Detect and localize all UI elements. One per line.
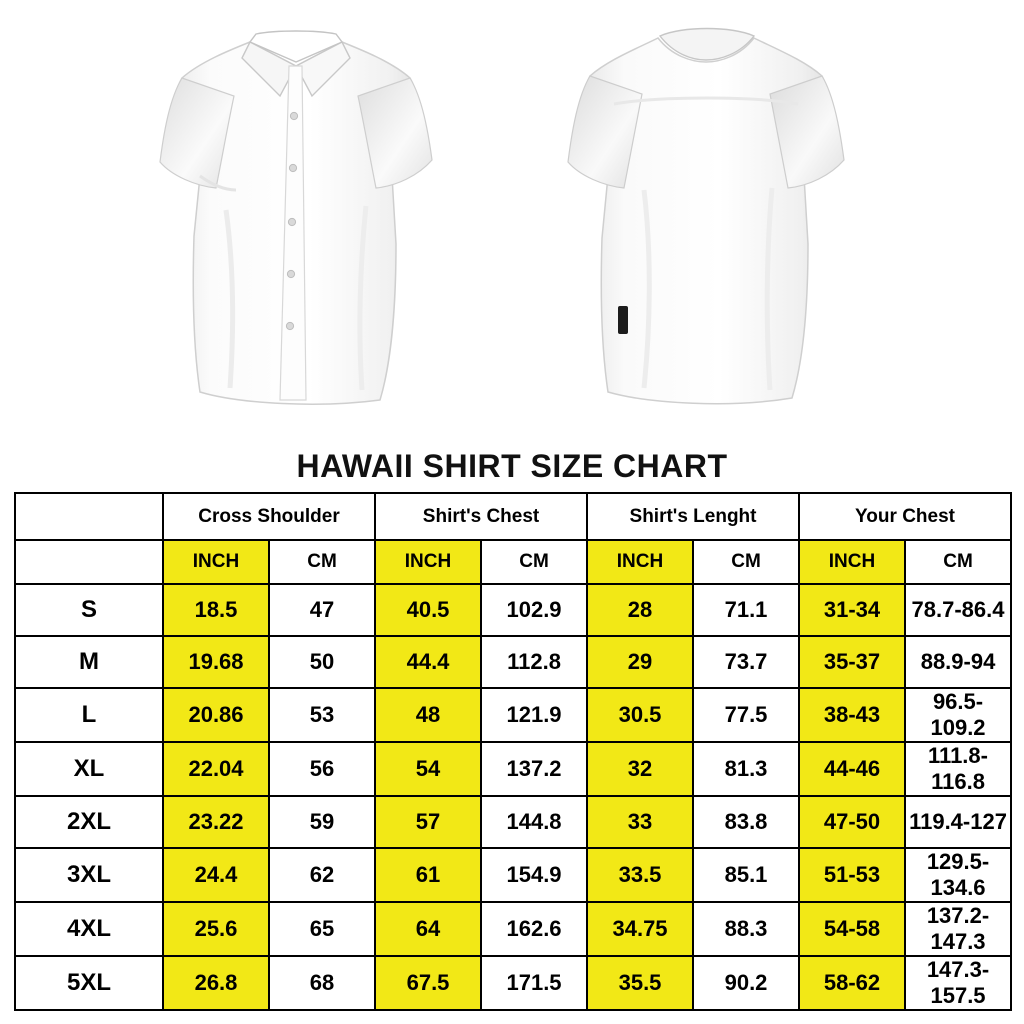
row-size-label: 3XL	[15, 848, 163, 902]
cell-shirt-chest-cm: 102.9	[481, 584, 587, 636]
size-chart-table	[14, 492, 1012, 1011]
cell-your-chest-cm: 111.8-116.8	[905, 742, 1011, 796]
corner-cell	[15, 493, 163, 540]
cell-shirt-chest-cm: 121.9	[481, 688, 587, 742]
row-size-label: L	[15, 688, 163, 742]
cell-shirt-chest-cm: 154.9	[481, 848, 587, 902]
cell-cross-shoulder-cm: 62	[269, 848, 375, 902]
row-size-label: M	[15, 636, 163, 688]
cell-shirt-chest-cm: 162.6	[481, 902, 587, 956]
cell-your-chest-inch: 51-53	[799, 848, 905, 902]
cell-cross-shoulder-cm: 50	[269, 636, 375, 688]
cell-shirt-length-cm: 88.3	[693, 902, 799, 956]
cell-shirt-chest-inch: 64	[375, 902, 481, 956]
cell-shirt-length-inch: 29	[587, 636, 693, 688]
group-header-cross-shoulder: Cross Shoulder	[163, 493, 375, 540]
unit-header-cm-1: CM	[269, 540, 375, 584]
cell-your-chest-inch: 38-43	[799, 688, 905, 742]
cell-your-chest-cm: 78.7-86.4	[905, 584, 1011, 636]
cell-cross-shoulder-inch: 22.04	[163, 742, 269, 796]
cell-shirt-length-cm: 81.3	[693, 742, 799, 796]
cell-shirt-chest-inch: 40.5	[375, 584, 481, 636]
cell-shirt-chest-cm: 144.8	[481, 796, 587, 848]
cell-shirt-length-cm: 90.2	[693, 956, 799, 1010]
table-row	[15, 796, 1011, 848]
row-size-label: 4XL	[15, 902, 163, 956]
table-row	[15, 742, 1011, 796]
cell-cross-shoulder-inch: 23.22	[163, 796, 269, 848]
table-row	[15, 848, 1011, 902]
cell-your-chest-cm: 129.5-134.6	[905, 848, 1011, 902]
row-size-label: XL	[15, 742, 163, 796]
group-header-shirts-chest: Shirt's Chest	[375, 493, 587, 540]
cell-shirt-chest-inch: 44.4	[375, 636, 481, 688]
cell-cross-shoulder-cm: 65	[269, 902, 375, 956]
group-header-shirts-length: Shirt's Lenght	[587, 493, 799, 540]
table-row	[15, 636, 1011, 688]
shirt-back-image	[540, 0, 900, 445]
unit-corner-cell	[15, 540, 163, 584]
cell-cross-shoulder-cm: 56	[269, 742, 375, 796]
cell-cross-shoulder-inch: 20.86	[163, 688, 269, 742]
cell-shirt-chest-inch: 67.5	[375, 956, 481, 1010]
cell-your-chest-inch: 58-62	[799, 956, 905, 1010]
page-title: HAWAII SHIRT SIZE CHART	[296, 448, 728, 484]
cell-your-chest-cm: 119.4-127	[905, 796, 1011, 848]
row-size-label: S	[15, 584, 163, 636]
table-row	[15, 688, 1011, 742]
table-unit-header-row	[15, 540, 1011, 584]
unit-header-inch-3: INCH	[587, 540, 693, 584]
hem-tag	[618, 306, 628, 334]
cell-cross-shoulder-cm: 47	[269, 584, 375, 636]
cell-shirt-length-inch: 33.5	[587, 848, 693, 902]
table-row	[15, 902, 1011, 956]
cell-cross-shoulder-inch: 26.8	[163, 956, 269, 1010]
cell-shirt-length-inch: 32	[587, 742, 693, 796]
row-size-label: 2XL	[15, 796, 163, 848]
cell-shirt-chest-inch: 54	[375, 742, 481, 796]
cell-shirt-length-inch: 35.5	[587, 956, 693, 1010]
cell-shirt-chest-inch: 57	[375, 796, 481, 848]
cell-cross-shoulder-cm: 59	[269, 796, 375, 848]
unit-header-inch-1: INCH	[163, 540, 269, 584]
unit-header-inch-4: INCH	[799, 540, 905, 584]
cell-shirt-length-cm: 71.1	[693, 584, 799, 636]
group-header-your-chest: Your Chest	[799, 493, 1011, 540]
cell-shirt-chest-inch: 61	[375, 848, 481, 902]
cell-cross-shoulder-inch: 24.4	[163, 848, 269, 902]
table-row	[15, 956, 1011, 1010]
unit-header-cm-2: CM	[481, 540, 587, 584]
cell-your-chest-inch: 54-58	[799, 902, 905, 956]
cell-cross-shoulder-inch: 19.68	[163, 636, 269, 688]
cell-your-chest-cm: 88.9-94	[905, 636, 1011, 688]
unit-header-cm-3: CM	[693, 540, 799, 584]
cell-shirt-length-inch: 33	[587, 796, 693, 848]
cell-your-chest-cm: 147.3-157.5	[905, 956, 1011, 1010]
cell-cross-shoulder-cm: 68	[269, 956, 375, 1010]
cell-your-chest-inch: 35-37	[799, 636, 905, 688]
cell-shirt-length-cm: 83.8	[693, 796, 799, 848]
cell-your-chest-inch: 47-50	[799, 796, 905, 848]
cell-cross-shoulder-cm: 53	[269, 688, 375, 742]
size-chart-table-wrapper	[14, 492, 1010, 1011]
cell-cross-shoulder-inch: 25.6	[163, 902, 269, 956]
cell-your-chest-inch: 44-46	[799, 742, 905, 796]
table-row	[15, 584, 1011, 636]
cell-shirt-chest-cm: 112.8	[481, 636, 587, 688]
cell-your-chest-cm: 96.5-109.2	[905, 688, 1011, 742]
cell-your-chest-cm: 137.2-147.3	[905, 902, 1011, 956]
cell-shirt-length-cm: 85.1	[693, 848, 799, 902]
cell-shirt-length-cm: 73.7	[693, 636, 799, 688]
row-size-label: 5XL	[15, 956, 163, 1010]
cell-shirt-length-cm: 77.5	[693, 688, 799, 742]
cell-shirt-chest-inch: 48	[375, 688, 481, 742]
cell-cross-shoulder-inch: 18.5	[163, 584, 269, 636]
cell-shirt-chest-cm: 137.2	[481, 742, 587, 796]
cell-shirt-length-inch: 28	[587, 584, 693, 636]
cell-your-chest-inch: 31-34	[799, 584, 905, 636]
shirt-illustrations	[0, 0, 1024, 445]
table-group-header-row	[15, 493, 1011, 540]
shirt-front-image	[130, 0, 490, 445]
unit-header-cm-4: CM	[905, 540, 1011, 584]
unit-header-inch-2: INCH	[375, 540, 481, 584]
cell-shirt-length-inch: 30.5	[587, 688, 693, 742]
cell-shirt-length-inch: 34.75	[587, 902, 693, 956]
cell-shirt-chest-cm: 171.5	[481, 956, 587, 1010]
